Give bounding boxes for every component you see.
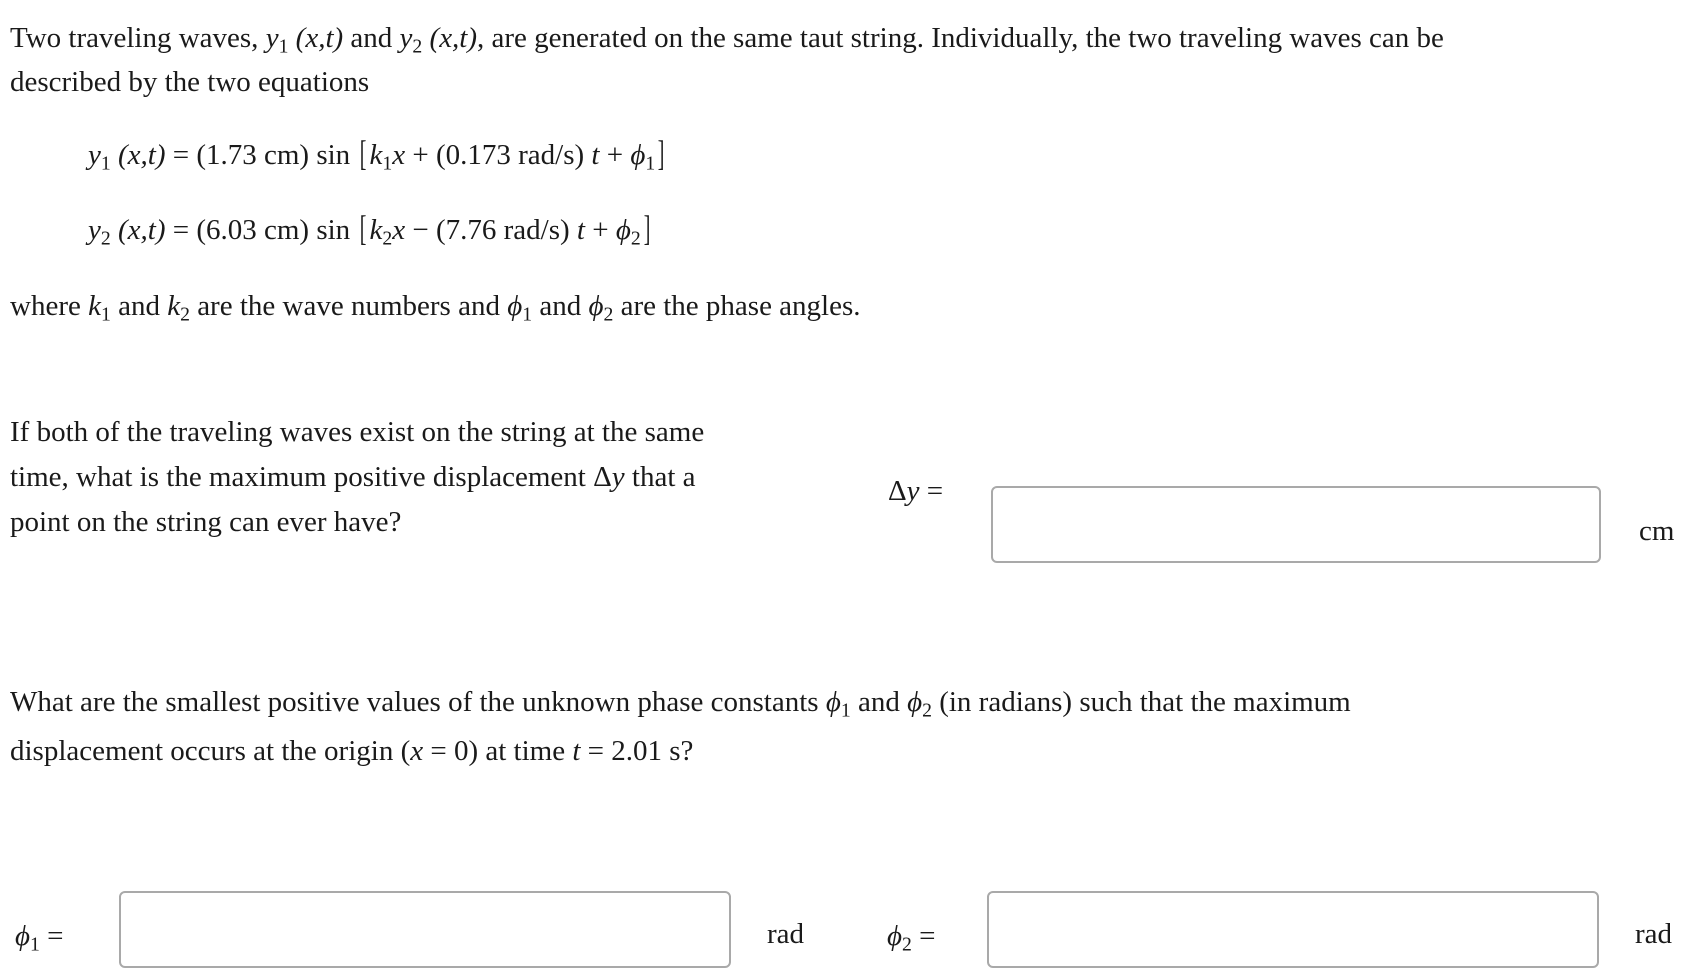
eq2-amplitude: (6.03 cm) sin	[196, 214, 351, 246]
eq2-t-symbol: t	[576, 214, 585, 246]
y1-symbol: y	[265, 22, 279, 54]
question-2-x-equals: = 0) at time	[430, 735, 566, 767]
delta-y-label	[888, 467, 943, 515]
y1-args: (x,t)	[295, 22, 344, 54]
question-2-and: and	[857, 686, 900, 718]
where-mid-text: are the wave numbers and	[197, 290, 500, 322]
question-2-t-symbol: t	[572, 735, 581, 767]
question-2-line2-text: displacement occurs at the origin (	[10, 735, 411, 767]
where-k2-subscript: 2	[180, 303, 190, 326]
eq1-phi-symbol: ϕ	[630, 139, 646, 171]
where-phi1-symbol: ϕ	[507, 290, 523, 322]
phi2-input[interactable]	[987, 891, 1599, 968]
eq1-amplitude: (1.73 cm) sin	[196, 139, 351, 171]
where-and-2: and	[539, 290, 582, 322]
delta-y-equals: =	[926, 475, 944, 507]
where-k1-symbol: k	[88, 290, 101, 322]
y2-symbol: y	[399, 22, 413, 54]
eq1-k-symbol: k	[369, 139, 383, 171]
delta-y-input[interactable]	[991, 486, 1601, 563]
phi1-input[interactable]	[119, 891, 731, 968]
question-1-line-1: If both of the traveling waves exist on the string at the same	[10, 416, 705, 448]
eq2-angular-frequency: (7.76 rad/s)	[435, 214, 570, 246]
where-end-text: are the phase angles.	[620, 290, 861, 322]
intro-and: and	[350, 22, 393, 54]
where-line	[10, 282, 861, 330]
eq1-phi-subscript: 1	[645, 152, 656, 175]
eq1-x-symbol: x	[392, 139, 406, 171]
question-2-line-2	[10, 727, 693, 775]
phi2-equals: =	[919, 920, 936, 952]
phi2-label	[887, 912, 935, 960]
phi2-subscript: 2	[902, 933, 912, 956]
where-text: where	[10, 290, 81, 322]
y1-subscript: 1	[278, 35, 289, 58]
where-phi1-subscript: 1	[522, 303, 533, 326]
eq1-operator: +	[412, 139, 429, 171]
phi1-subscript: 1	[30, 933, 40, 956]
where-k1-subscript: 1	[100, 303, 111, 326]
question-2-text-end: (in radians) such that the maximum	[939, 686, 1351, 718]
phi2-unit: rad	[1635, 918, 1673, 950]
question-1-line-2	[10, 453, 696, 501]
question-2-t-equals: = 2.01 s?	[587, 735, 694, 767]
eq1-equals: =	[172, 139, 190, 171]
equation-2: $y_2$ (x,t) = (6.03 cm) $\sin [k_2x - (7.76$ rad/s) $t + \phi_2$]	[88, 208, 651, 250]
intro-text: Two traveling waves,	[10, 22, 259, 54]
intro-text-end: , are generated on the same taut string. Individually, the two traveling waves can be	[477, 22, 1444, 54]
eq2-k-subscript: 2	[382, 227, 393, 250]
delta-symbol: Δ	[888, 475, 907, 507]
eq2-lhs-args: (x,t)	[117, 214, 166, 246]
eq2-operator: −	[412, 214, 429, 246]
eq2-phi-subscript: 2	[630, 227, 641, 250]
eq2-lhs-subscript: 2	[100, 227, 111, 250]
intro-line-2: described by the two equations	[10, 66, 370, 98]
where-phi2-subscript: 2	[603, 303, 614, 326]
eq2-lhs-symbol: y	[88, 214, 101, 246]
question-1-text-end: that a	[631, 461, 696, 493]
eq2-k-symbol: k	[369, 214, 383, 246]
question-2-text: What are the smallest positive values of the unknown phase constants	[10, 686, 819, 718]
eq1-k-subscript: 1	[382, 152, 393, 175]
question-2-phi1-symbol: ϕ	[825, 686, 841, 718]
eq1-lhs-symbol: y	[88, 139, 101, 171]
question-2-line-1	[10, 678, 1351, 726]
phi1-label	[15, 912, 63, 960]
eq2-phi-symbol: ϕ	[615, 214, 631, 246]
question-2-phi2-symbol: ϕ	[907, 686, 923, 718]
question-1-y-symbol: y	[611, 461, 625, 493]
question-1-text: time, what is the maximum positive displacement Δ	[10, 461, 612, 493]
eq1-t-symbol: t	[591, 139, 600, 171]
where-k2-symbol: k	[167, 290, 181, 322]
eq1-lhs-subscript: 1	[100, 152, 111, 175]
delta-y-unit: cm	[1639, 515, 1675, 547]
phi2-symbol: ϕ	[887, 920, 903, 952]
eq1-angular-frequency: (0.173 rad/s)	[435, 139, 585, 171]
y2-subscript: 2	[412, 35, 423, 58]
y2-args: (x,t)	[429, 22, 478, 54]
phi1-unit: rad	[767, 918, 805, 950]
where-and-1: and	[118, 290, 160, 322]
eq2-plus: +	[592, 214, 609, 246]
question-2-phi2-subscript: 2	[922, 699, 932, 722]
intro-line-1	[10, 14, 1444, 62]
phi1-symbol: ϕ	[15, 920, 31, 952]
eq2-equals: =	[172, 214, 190, 246]
eq2-x-symbol: x	[392, 214, 406, 246]
question-2-x-symbol: x	[410, 735, 424, 767]
where-phi2-symbol: ϕ	[588, 290, 604, 322]
delta-y-symbol: y	[906, 475, 920, 507]
question-1-line-3: point on the string can ever have?	[10, 506, 402, 538]
equation-1: $y_1$ (x,t) = (1.73 cm) $\sin [k_1x + (0.173$ rad/s) $t + \phi_1$]	[88, 133, 665, 175]
phi1-equals: =	[47, 920, 64, 952]
question-2-phi1-subscript: 1	[840, 699, 851, 722]
eq1-lhs-args: (x,t)	[117, 139, 166, 171]
eq1-plus: +	[606, 139, 624, 171]
